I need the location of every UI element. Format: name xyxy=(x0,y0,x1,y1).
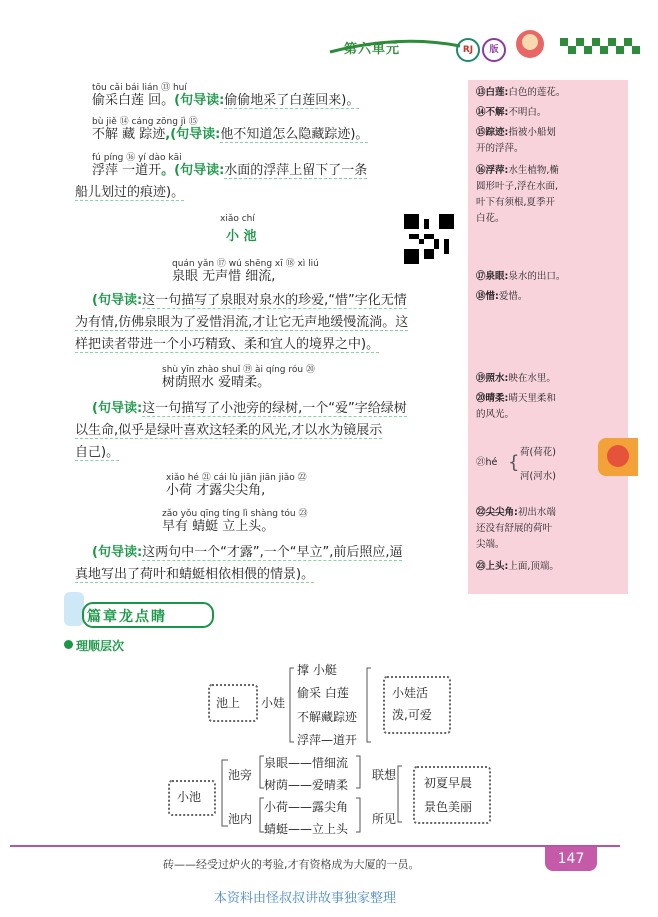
guide-line: 为有情,仿佛泉眼为了爱惜涓流,才让它无声地缓慢流淌。这 xyxy=(75,315,409,330)
diagram-item: 偷采 白莲 xyxy=(297,686,349,700)
note-line: 白花。 xyxy=(476,213,505,224)
diagram-item: 撑 小艇 xyxy=(297,663,337,677)
pinyin: fú píng ⑯ yí dào kāi xyxy=(92,153,182,163)
note-line: ㉒尖尖角:初出水端 xyxy=(476,507,556,518)
poem-line: 泉眼 无声惜 细流, xyxy=(172,269,276,284)
diagram-node: 小娃 xyxy=(261,696,286,710)
poem-title: 小 池 xyxy=(226,229,257,244)
pinyin: quán yǎn ⑰ wú shēng xī ⑱ xì liú xyxy=(172,259,319,269)
diagram-label: 联想 xyxy=(372,768,397,782)
he-meaning-2: 河(河水) xyxy=(520,471,556,482)
mascot-icon xyxy=(607,445,629,467)
pinyin: xiǎo hé ㉑ cái lù jiān jiān jiǎo ㉒ xyxy=(166,473,307,483)
note-line: ㉓上头:上面,顶端。 xyxy=(476,561,559,572)
pinyin: bù jiě ⑭ cáng zōng jì ⑮ xyxy=(92,117,198,127)
note-line: 的风光。 xyxy=(476,409,515,420)
note-line: 圆形叶子,浮在水面, xyxy=(476,181,559,192)
note-line: ⑰泉眼:泉水的出口。 xyxy=(476,271,566,282)
footer-quote: 砖——经受过炉火的考验,才有资格成为大厦的一员。 xyxy=(163,858,420,871)
poem-line: 早有 蜻蜓 立上头。 xyxy=(162,519,275,534)
diagram-node: 池内 xyxy=(228,812,253,826)
diagram-result: 泼,可爱 xyxy=(392,708,432,722)
diagram-item: 蜻蜓——立上头 xyxy=(264,822,349,836)
diagram-item: 不解藏踪迹 xyxy=(297,710,358,724)
diagram-result: 小娃活 xyxy=(392,686,429,700)
annotation-sidebar xyxy=(468,80,628,594)
diagram-item: 树荫——爱晴柔 xyxy=(264,778,349,792)
header-decoration xyxy=(0,24,658,70)
footer-divider xyxy=(10,845,620,847)
section-title: 篇章龙点睛 xyxy=(87,609,167,625)
poem-line: 偷采白莲 回。(句导读:偷偷地采了白莲回来)。 xyxy=(92,93,360,108)
diagram-result: 景色美丽 xyxy=(424,800,473,814)
rj-badge: RJ xyxy=(456,38,480,62)
pinyin: zǎo yǒu qīng tíng lì shàng tóu ㉓ xyxy=(162,509,308,519)
watermark: 本资料由怪叔叔讲故事独家整理 xyxy=(214,891,397,906)
diagram-root: 池上 xyxy=(216,696,241,710)
diagram-item: 泉眼——惜细流 xyxy=(264,756,349,770)
poem-line: 浮萍 一道开。(句导读:水面的浮萍上留下了一条 xyxy=(92,163,368,178)
poem-line: 不解 藏 踪迹,(句导读:他不知道怎么隐藏踪迹)。 xyxy=(92,127,369,142)
note-line: ⑳晴柔:晴天里柔和 xyxy=(476,393,556,404)
note-line: ⑮踪迹:指被小船划 xyxy=(476,127,556,138)
diagram-label: 所见 xyxy=(372,812,397,826)
subsection-title: 理顺层次 xyxy=(76,639,125,653)
bullet-icon xyxy=(64,640,73,649)
diagram-item: 小荷——露尖角 xyxy=(264,800,349,814)
diagram-result: 初夏早晨 xyxy=(424,776,473,790)
qr-code xyxy=(404,214,454,264)
brace: { xyxy=(508,452,520,473)
title-pinyin: xiǎo chí xyxy=(220,214,255,224)
page-number: 147 xyxy=(545,847,597,871)
guide-line: 以生命,似乎是绿叶喜欢这轻柔的风光,才以水为镜展示 xyxy=(75,423,383,438)
he-note: ㉑hé xyxy=(476,457,498,468)
note-line: ⑱惜:爱惜。 xyxy=(476,291,528,302)
note-line: 开的浮萍。 xyxy=(476,143,524,154)
diagram-root: 小池 xyxy=(177,790,202,804)
guide-line: 真地写出了荷叶和蜻蜓相依相偎的情景)。 xyxy=(75,567,315,582)
side-tab xyxy=(598,438,638,476)
mascot-icon xyxy=(64,592,84,626)
note-line: ⑭不解:不明白。 xyxy=(476,107,547,118)
pinyin: tōu cǎi bái lián ⑬ huí xyxy=(92,83,187,93)
edition-badge: 版 xyxy=(482,38,506,62)
note-line: 还没有舒展的荷叶 xyxy=(476,523,553,534)
guide-line: 样把读者带进一个小巧精致、柔和宜人的境界之中)。 xyxy=(75,337,380,352)
note-line: 叶下有须根,夏季开 xyxy=(476,197,556,208)
guide-line: (句导读:这一句描写了小池旁的绿树,一个“爱”字给绿树 xyxy=(92,401,407,416)
he-meaning-1: 荷(荷花) xyxy=(520,447,556,458)
unit-title: 第六单元 xyxy=(344,42,401,57)
guide-line: (句导读:这一句描写了泉眼对泉水的珍爱,“惜”字化无情 xyxy=(92,293,407,308)
poem-line: 树荫照水 爱晴柔。 xyxy=(162,375,271,390)
note-line: ⑬白莲:白色的莲花。 xyxy=(476,87,566,98)
note-line: ⑲照水:映在水里。 xyxy=(476,373,556,384)
pinyin: shù yīn zhào shuǐ ⑲ ài qíng róu ⑳ xyxy=(162,365,315,375)
poem-line: 船儿划过的痕迹)。 xyxy=(75,185,185,200)
diagram-node: 池旁 xyxy=(228,768,253,782)
note-line: 尖端。 xyxy=(476,539,505,550)
guide-line: 自己)。 xyxy=(75,445,120,460)
diagram-item: 浮萍—道开 xyxy=(297,733,358,747)
note-line: ⑯浮萍:水生植物,椭 xyxy=(476,165,559,176)
guide-line: (句导读:这两句中一个“才露”,一个“早立”,前后照应,逼 xyxy=(92,545,403,560)
poem-line: 小荷 才露尖尖角, xyxy=(166,483,266,498)
